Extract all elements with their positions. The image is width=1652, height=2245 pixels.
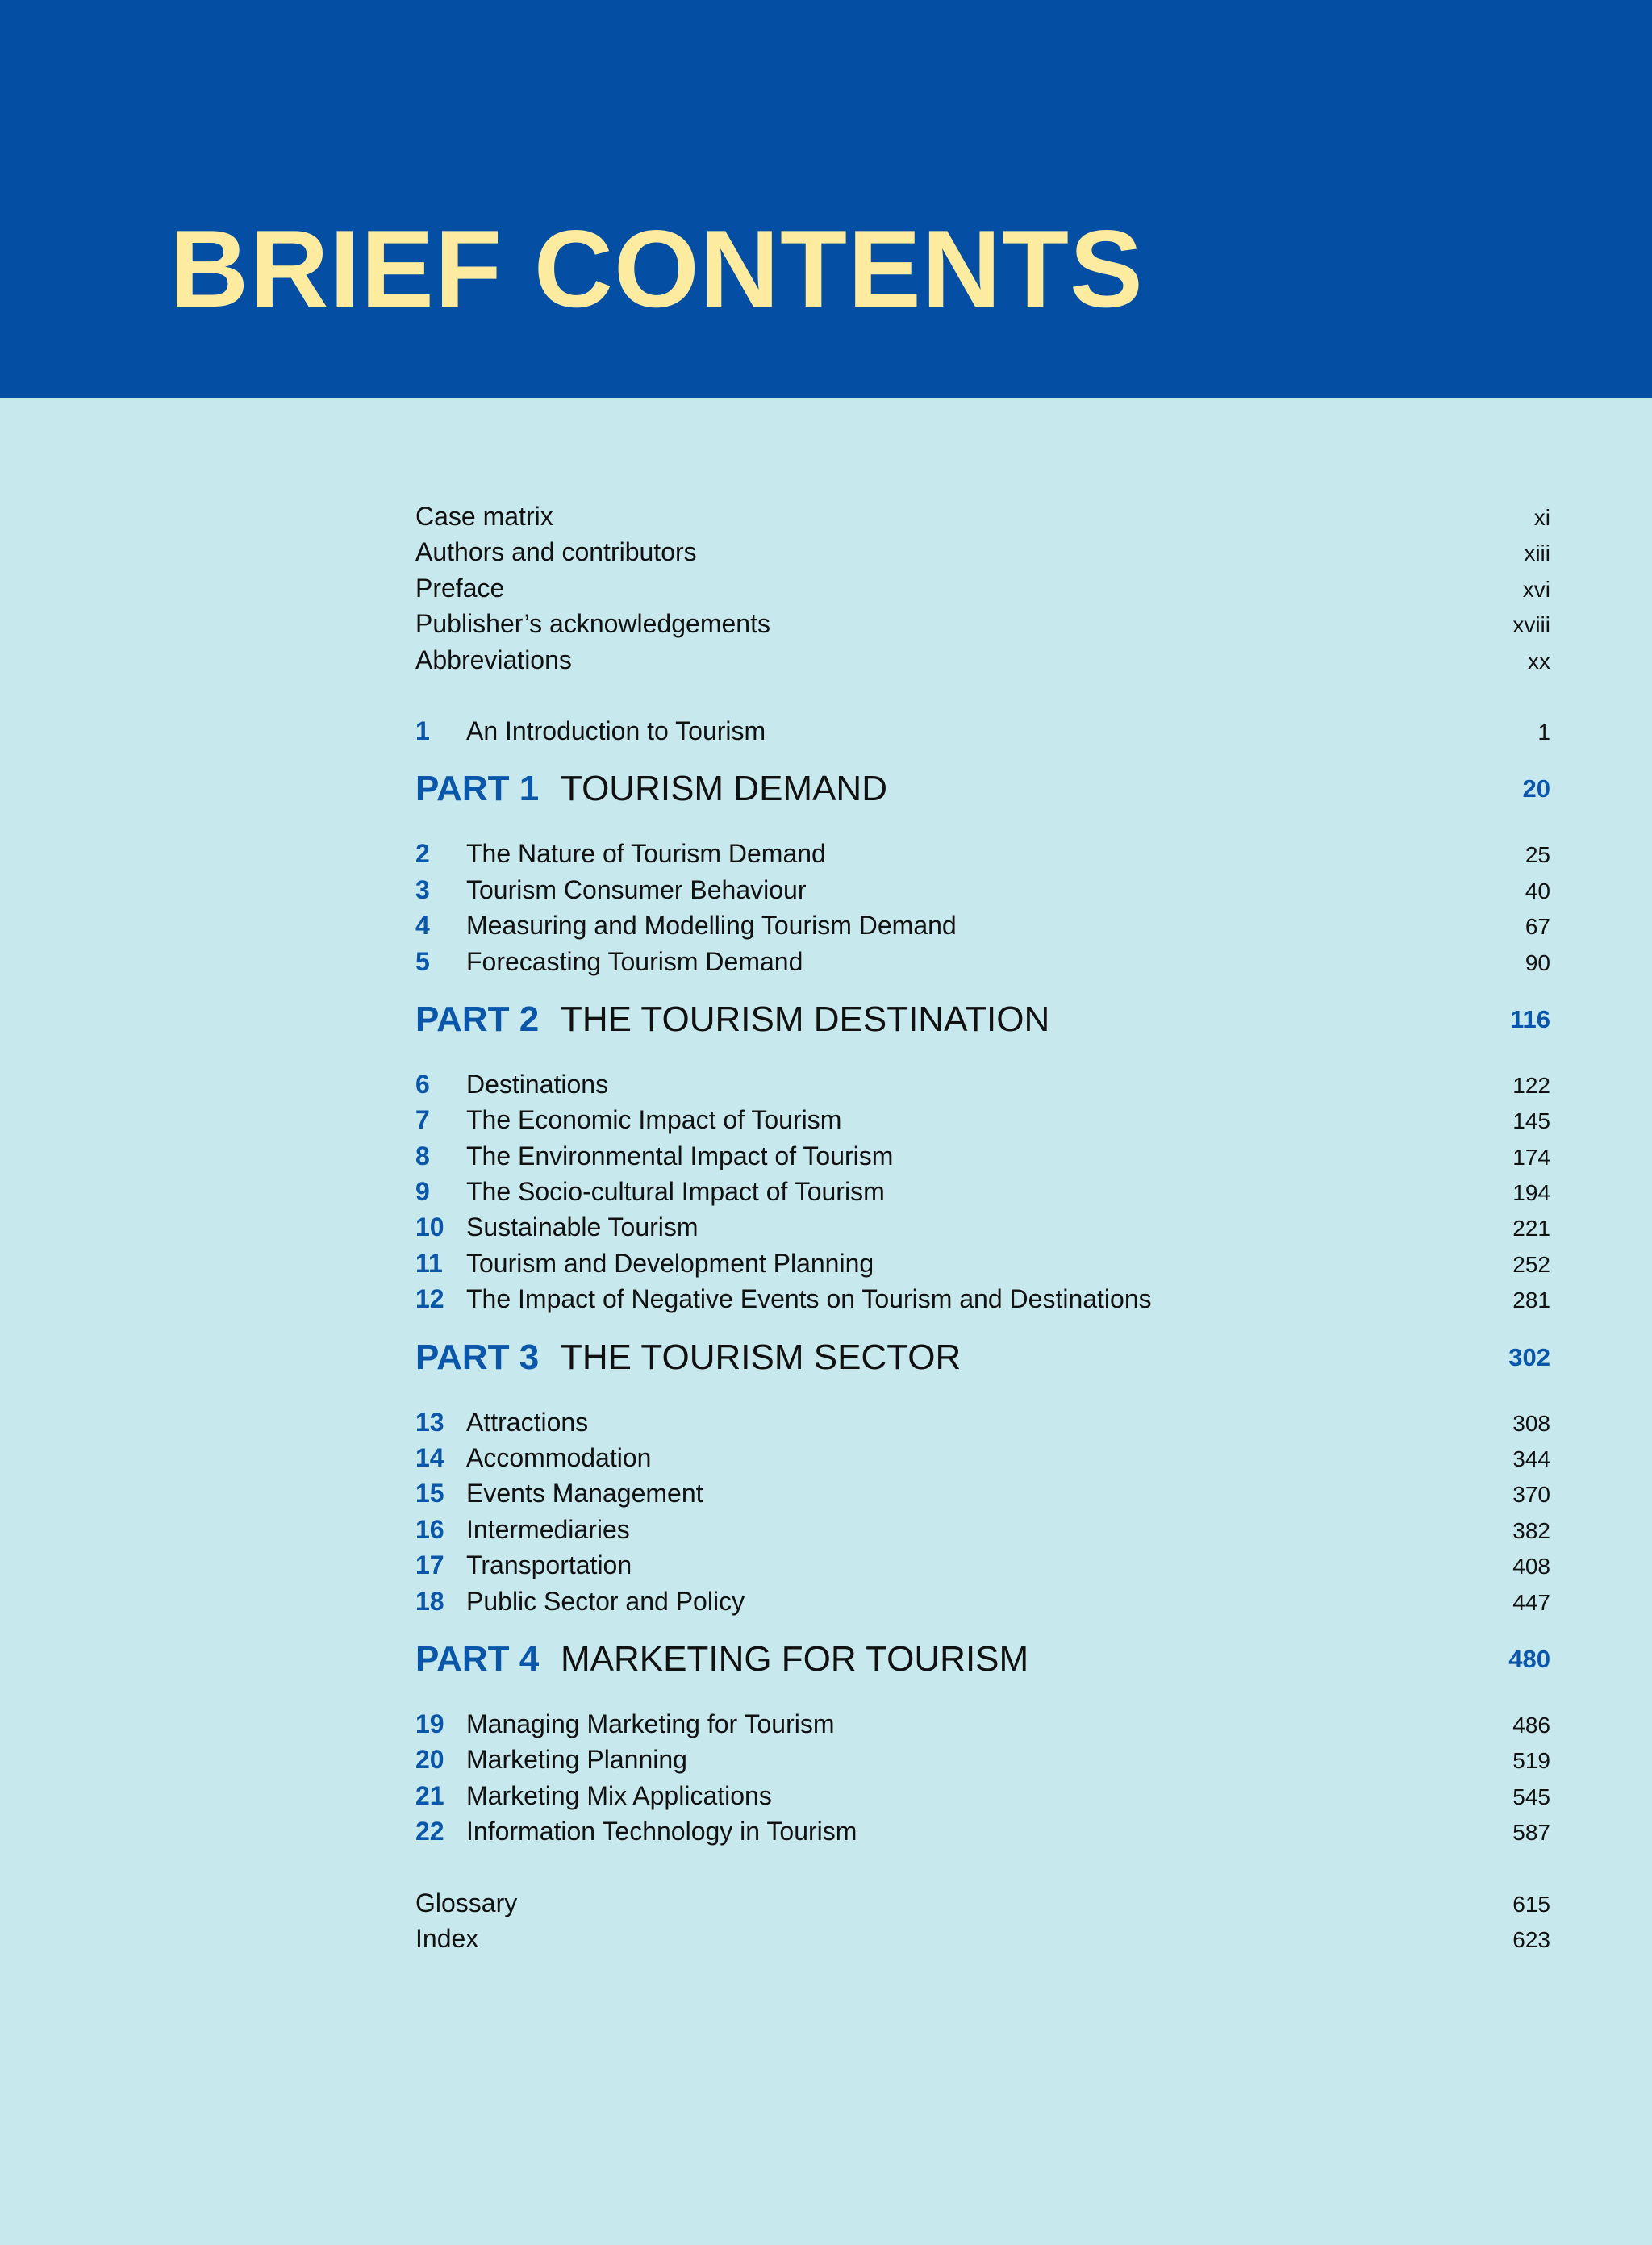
part-number: PART 1 <box>415 769 540 809</box>
toc-chapter-12[interactable] <box>415 1281 1550 1317</box>
part-number: PART 4 <box>415 1638 540 1679</box>
chapter-number: 19 <box>415 1709 444 1738</box>
toc-entry-label: Index <box>415 1923 479 1953</box>
toc-entry-label: Glossary <box>415 1888 518 1917</box>
chapter-page: 486 <box>1512 1712 1550 1738</box>
chapter-page: 408 <box>1512 1554 1550 1579</box>
chapter-title: Transportation <box>466 1550 632 1580</box>
toc-chapter-14[interactable] <box>415 1440 1550 1475</box>
chapter-page: 145 <box>1512 1108 1550 1134</box>
part-heading-2[interactable] <box>415 995 1550 1047</box>
part-title: THE TOURISM DESTINATION <box>561 999 1050 1039</box>
toc-entry-preface[interactable] <box>415 570 1550 606</box>
toc-chapter-17[interactable] <box>415 1547 1550 1583</box>
chapter-title: Tourism Consumer Behaviour <box>466 874 807 904</box>
chapter-page: 67 <box>1525 914 1550 940</box>
toc-chapter-2[interactable] <box>415 836 1550 871</box>
chapter-number: 12 <box>415 1284 444 1314</box>
chapter-title: The Socio-cultural Impact of Tourism <box>466 1177 885 1207</box>
toc-entry-page: 623 <box>1512 1926 1550 1952</box>
toc-entry-label: Publisher’s acknowledgements <box>415 609 770 639</box>
chapter-number: 8 <box>415 1141 430 1170</box>
toc-entry-label: Authors and contributors <box>415 537 697 567</box>
chapter-title: Intermediaries <box>466 1514 630 1544</box>
chapter-title: Accommodation <box>466 1443 652 1473</box>
toc-entry-case-matrix[interactable] <box>415 499 1550 534</box>
toc-chapter-22[interactable] <box>415 1813 1550 1849</box>
chapter-title: Attractions <box>466 1407 589 1437</box>
toc-chapter-8[interactable] <box>415 1138 1550 1174</box>
toc-chapter-9[interactable] <box>415 1174 1550 1209</box>
chapter-page: 174 <box>1512 1144 1550 1170</box>
part-page: 302 <box>1508 1342 1550 1371</box>
toc-entry-page: xviii <box>1512 612 1550 638</box>
toc-entry-page: xvi <box>1522 576 1550 602</box>
chapter-title: The Nature of Tourism Demand <box>466 839 826 869</box>
table-of-contents <box>415 499 1550 1956</box>
toc-chapter-15[interactable] <box>415 1475 1550 1511</box>
toc-entry-label: Case matrix <box>415 502 553 531</box>
chapter-page: 40 <box>1525 878 1550 903</box>
chapter-page: 122 <box>1512 1072 1550 1098</box>
toc-chapter-21[interactable] <box>415 1778 1550 1813</box>
chapter-page: 587 <box>1512 1820 1550 1846</box>
chapter-page: 194 <box>1512 1180 1550 1206</box>
page-title: BRIEF CONTENTS <box>169 207 1144 330</box>
part-number: PART 3 <box>415 1337 540 1377</box>
chapter-number: 17 <box>415 1550 444 1580</box>
toc-chapter-10[interactable] <box>415 1209 1550 1245</box>
chapter-title: An Introduction to Tourism <box>466 716 766 745</box>
chapter-number: 22 <box>415 1817 444 1846</box>
chapter-number: 18 <box>415 1586 444 1616</box>
toc-chapter-18[interactable] <box>415 1584 1550 1619</box>
toc-chapter-13[interactable] <box>415 1404 1550 1440</box>
chapter-number: 15 <box>415 1479 444 1508</box>
chapter-title: Information Technology in Tourism <box>466 1817 857 1846</box>
chapter-page: 344 <box>1512 1446 1550 1472</box>
chapter-page: 252 <box>1512 1251 1550 1277</box>
chapter-page: 382 <box>1512 1517 1550 1543</box>
toc-entry-authors[interactable] <box>415 534 1550 570</box>
chapter-page: 1 <box>1537 719 1550 745</box>
toc-entry-label: Preface <box>415 573 505 603</box>
chapter-page: 308 <box>1512 1410 1550 1436</box>
toc-entry-index[interactable] <box>415 1921 1550 1956</box>
part-title: MARKETING FOR TOURISM <box>561 1638 1029 1679</box>
chapter-title: Measuring and Modelling Tourism Demand <box>466 911 957 941</box>
toc-chapter-11[interactable] <box>415 1246 1550 1281</box>
chapter-number: 6 <box>415 1069 430 1099</box>
chapter-number: 2 <box>415 839 430 869</box>
part-page: 480 <box>1508 1644 1550 1673</box>
chapter-title: Tourism and Development Planning <box>466 1248 874 1278</box>
chapter-number: 14 <box>415 1443 444 1473</box>
header-band <box>0 0 1652 398</box>
chapter-number: 4 <box>415 911 430 941</box>
chapter-number: 20 <box>415 1745 444 1775</box>
toc-entry-page: xiii <box>1524 540 1550 566</box>
toc-chapter-5[interactable] <box>415 944 1550 979</box>
toc-chapter-1[interactable] <box>415 713 1550 749</box>
chapter-title: Destinations <box>466 1069 609 1099</box>
toc-chapter-7[interactable] <box>415 1102 1550 1137</box>
chapter-page: 370 <box>1512 1482 1550 1508</box>
part-heading-3[interactable] <box>415 1333 1550 1385</box>
toc-entry-glossary[interactable] <box>415 1885 1550 1921</box>
toc-entry-page: xi <box>1533 505 1550 530</box>
chapter-number: 7 <box>415 1105 430 1135</box>
toc-chapter-6[interactable] <box>415 1066 1550 1102</box>
chapter-page: 545 <box>1512 1784 1550 1809</box>
chapter-title: Managing Marketing for Tourism <box>466 1709 835 1738</box>
toc-entry-page: xx <box>1528 648 1550 674</box>
chapter-page: 221 <box>1512 1216 1550 1241</box>
part-page: 116 <box>1509 1004 1550 1033</box>
toc-chapter-3[interactable] <box>415 872 1550 908</box>
chapter-number: 21 <box>415 1780 444 1810</box>
chapter-page: 281 <box>1512 1287 1550 1313</box>
front-matter-list <box>415 499 1550 678</box>
chapter-title: The Economic Impact of Tourism <box>466 1105 842 1135</box>
part-title: TOURISM DEMAND <box>561 769 887 809</box>
chapter-title: Marketing Planning <box>466 1745 687 1775</box>
part-title: THE TOURISM SECTOR <box>561 1337 962 1377</box>
chapter-title: Marketing Mix Applications <box>466 1780 772 1810</box>
chapter-number: 13 <box>415 1407 444 1437</box>
chapter-number: 9 <box>415 1177 430 1207</box>
chapter-title: Forecasting Tourism Demand <box>466 946 803 976</box>
chapter-title: Public Sector and Policy <box>466 1586 745 1616</box>
toc-entry-label: Abbreviations <box>415 645 572 674</box>
chapter-number: 1 <box>415 716 430 745</box>
chapter-number: 3 <box>415 874 430 904</box>
toc-chapter-19[interactable] <box>415 1706 1550 1742</box>
part-page: 20 <box>1522 774 1550 803</box>
chapter-number: 11 <box>415 1248 443 1278</box>
toc-chapter-20[interactable] <box>415 1742 1550 1777</box>
toc-entry-page: 615 <box>1512 1891 1550 1917</box>
chapter-number: 16 <box>415 1514 444 1544</box>
toc-chapter-4[interactable] <box>415 908 1550 943</box>
part-heading-1[interactable] <box>415 765 1550 816</box>
chapter-page: 25 <box>1525 842 1550 868</box>
chapter-title: The Environmental Impact of Tourism <box>466 1141 894 1170</box>
toc-entry-acknowledgements[interactable] <box>415 606 1550 641</box>
chapter-page: 447 <box>1512 1589 1550 1615</box>
toc-chapter-16[interactable] <box>415 1512 1550 1547</box>
chapter-number: 5 <box>415 946 430 976</box>
chapter-title: Events Management <box>466 1479 703 1508</box>
toc-entry-abbreviations[interactable] <box>415 642 1550 678</box>
chapter-page: 519 <box>1512 1748 1550 1774</box>
part-heading-4[interactable] <box>415 1635 1550 1687</box>
chapter-number: 10 <box>415 1212 444 1242</box>
chapter-title: Sustainable Tourism <box>466 1212 699 1242</box>
part-number: PART 2 <box>415 999 540 1039</box>
chapter-page: 90 <box>1525 949 1550 975</box>
back-matter-list <box>415 1885 1550 1957</box>
chapter-title: The Impact of Negative Events on Tourism and Destinations <box>466 1284 1152 1314</box>
